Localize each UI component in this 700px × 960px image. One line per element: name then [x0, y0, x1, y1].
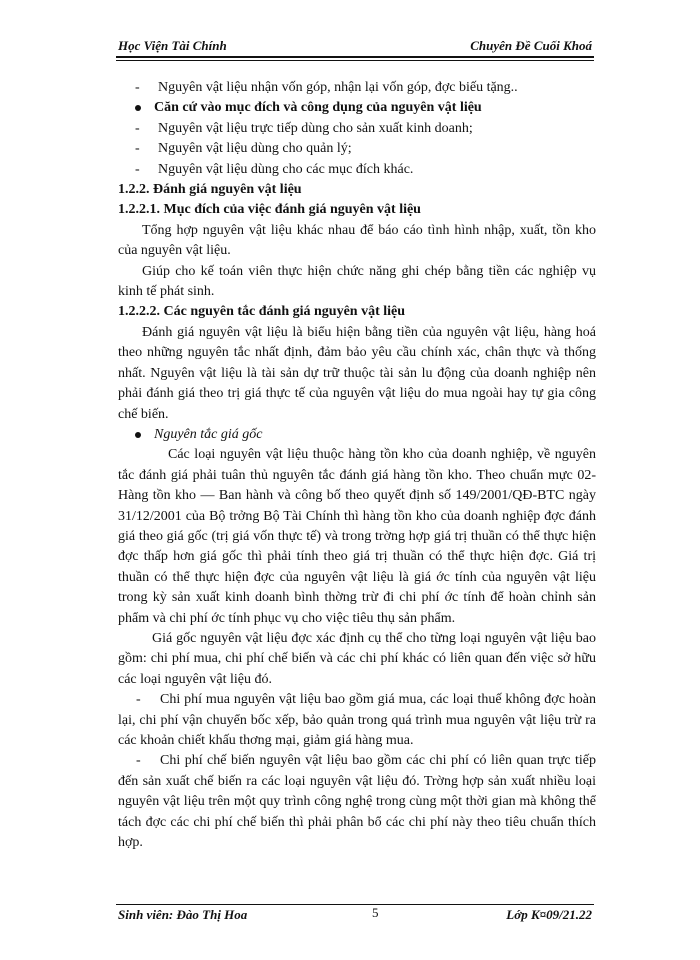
paragraph: Các loại nguyên vật liệu thuộc hàng tồn kho của doanh nghiệp, về nguyên tắc đánh giá phải tuân thủ nguyên tắc đánh giá hàng tồn kho. Theo chuẩn mực 02- Hàng tồn kho — Ban hành và công bố theo quyết định số 149/2001/QĐ-BTC ngày 31/12/2001 của Bộ trởng Bộ Tài Chính thì hàng tồn kho của doanh nghiệp đợc đánh giá theo giá gốc (trị giá vốn thực tế) và trong trờng hợp giá trị thuần có thể thực hiện đợc thấp hơn giá gốc thì phải tính theo giá trị thuần có thể thực hiện đợc. Giá trị thuần có thể thực hiện đợc của nguyên vật liệu là giá ớc tính của nguyên vật liệu trong kỳ sản xuất kinh doanh bình thờng trừ đi chi phí ớc tính để hoàn chỉnh sản phẩm và chi phí ớc tính phục vụ cho việc tiêu thụ sản phẩm.	[118, 447, 596, 626]
paragraph: Tổng hợp nguyên vật liệu khác nhau để báo cáo tình hình nhập, xuất, tồn kho của nguyên vật liệu.	[118, 222, 596, 259]
bullet-item	[118, 98, 596, 118]
dash-marker: -	[136, 753, 141, 769]
footer-rule	[116, 904, 594, 905]
footer-student: Sinh viên: Đào Thị Hoa	[118, 907, 248, 922]
list-item-text: Nguyên vật liệu trực tiếp dùng cho sản xuất kinh doanh;	[158, 120, 473, 136]
header-right: Chuyên Đề Cuối Khoá	[470, 38, 592, 53]
bullet-heading: Nguyên tắc giá gốc	[154, 426, 263, 442]
dash-marker: -	[135, 120, 140, 136]
dash-marker: -	[135, 80, 140, 95]
list-item-text: Nguyên vật liệu dùng cho quản lý;	[158, 141, 352, 157]
list-item	[118, 160, 596, 180]
list-item	[118, 78, 596, 98]
bullet-icon	[135, 432, 141, 438]
list-item	[118, 751, 596, 853]
footer-class: Lớp K¤09/21.22	[506, 907, 592, 922]
list-item-text: Nguyên vật liệu dùng cho các mục đích khác.	[158, 161, 414, 177]
paragraph: Giá gốc nguyên vật liệu đợc xác định cụ thể cho từng loại nguyên vật liệu bao gồm: chi phí mua, chi phí chế biến và các chi phí khác có liên quan đến việc sở hữu các loại nguyên vật liệu đó.	[118, 630, 596, 687]
bullet-heading: Căn cứ vào mục đích và công dụng của nguyên vật liệu	[154, 100, 482, 116]
header-rule-thin	[116, 60, 594, 61]
page-footer	[118, 907, 592, 925]
list-item-text: Nguyên vật liệu nhận vốn góp, nhận lại vốn góp, đợc biếu tặng..	[158, 80, 518, 95]
paragraph: Đánh giá nguyên vật liệu là biểu hiện bằng tiền của nguyên vật liệu, hàng hoá theo những nguyên tắc nhất định, đảm bảo yêu cầu chính xác, chân thực và thống nhất. Nguyên vật liệu là tài sản dự trữ thuộc tài sản lu động của doanh nghiệp nên phải đánh giá theo trị giá thực tế của nguyên vật liệu do mua ngoài hay tự gia công chế biến.	[118, 324, 596, 422]
dash-marker: -	[136, 692, 141, 708]
list-item-text: Chi phí chế biến nguyên vật liệu bao gồm các chi phí có liên quan trực tiếp đến sản xuất chế biến ra các loại nguyên vật liệu đó. Trờng hợp sản xuất nhiều loại nguyên vật liệu trên một quy trình công nghệ trong cùng một thời gian mà không thể tách đợc các chi phí chế biến thì phải phân bổ các chi phí này theo tiêu chuẩn thích hợp.	[118, 753, 596, 851]
page-header	[118, 38, 592, 56]
list-item-text: Chi phí mua nguyên vật liệu bao gồm giá mua, các loại thuế không đợc hoàn lại, chi phí vận chuyển bốc xếp, bảo quản trong quá trình mua nguyên vật liệu trừ ra các khoản chiết khấu thơng mại, giảm giá hàng mua.	[118, 692, 596, 748]
header-rule	[116, 56, 594, 58]
section-heading: 1.2.2. Đánh giá nguyên vật liệu	[118, 182, 302, 198]
subsection-heading: 1.2.2.1. Mục đích của việc đánh giá nguyên vật liệu	[118, 202, 421, 218]
list-item	[118, 690, 596, 751]
dash-marker: -	[135, 141, 140, 157]
subsection-heading: 1.2.2.2. Các nguyên tắc đánh giá nguyên vật liệu	[118, 304, 406, 320]
document-body	[118, 78, 596, 853]
dash-marker: -	[135, 161, 140, 177]
bullet-item	[118, 425, 596, 445]
paragraph: Giúp cho kế toán viên thực hiện chức năng ghi chép bằng tiền các nghiệp vụ kinh tế phát sinh.	[118, 263, 596, 300]
header-left: Học Viện Tài Chính	[118, 38, 227, 53]
list-item	[118, 119, 596, 139]
bullet-icon	[135, 105, 141, 111]
list-item	[118, 139, 596, 159]
page-number: 5	[372, 905, 379, 920]
